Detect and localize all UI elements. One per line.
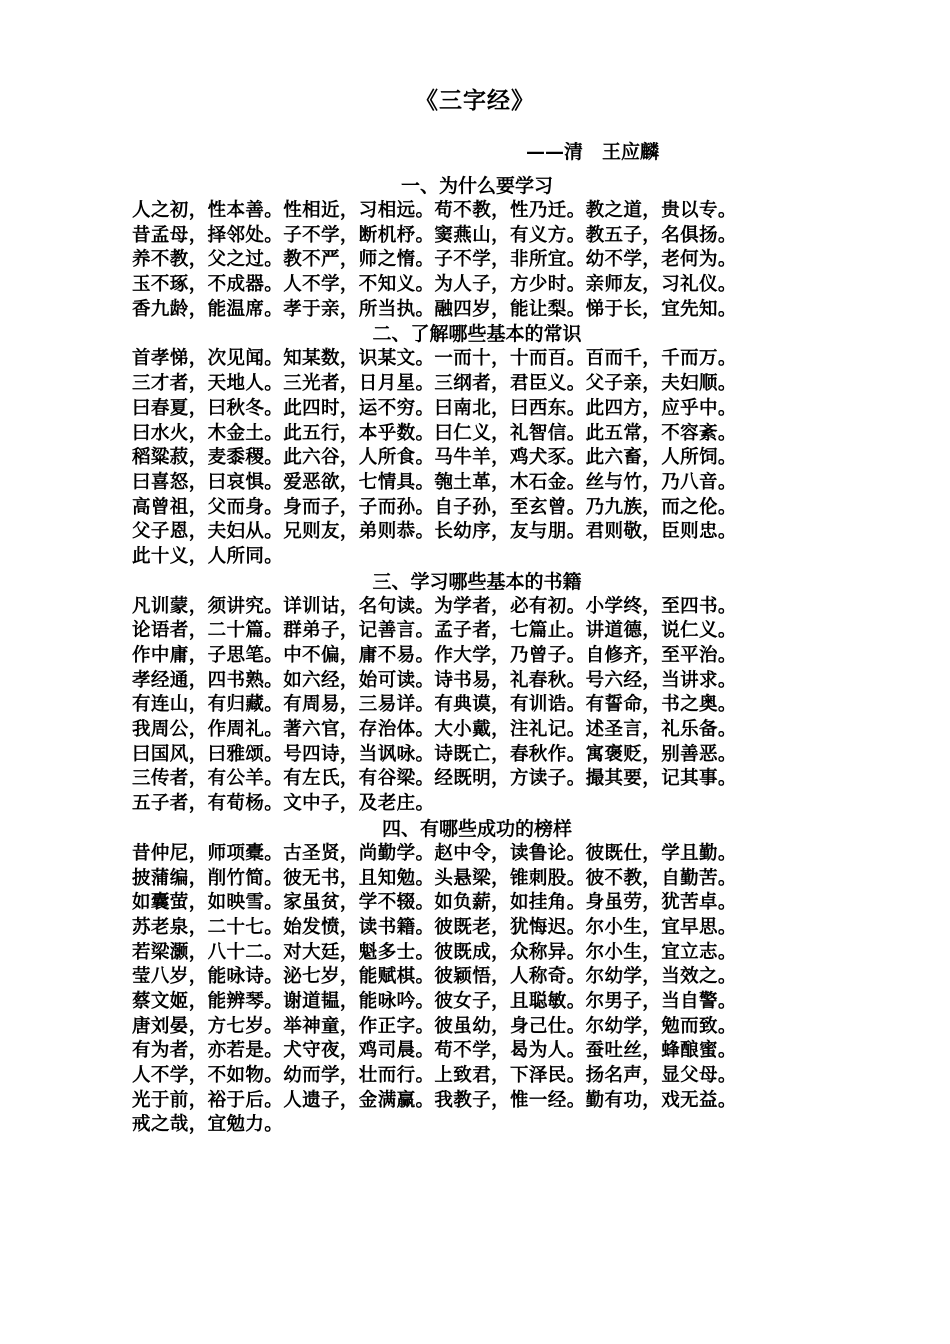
- text-line: 高曾祖，父而身。身而子，子而孙。自子孙，至玄曾。乃九族，而之伦。: [132, 496, 737, 518]
- text-line: 光于前，裕于后。人遗子，金满赢。我教子，惟一经。勤有功，戏无益。: [132, 1089, 737, 1111]
- text-line: 孝经通，四书熟。如六经，始可读。诗书易，礼春秋。号六经，当讲求。: [132, 669, 737, 691]
- text-line: 香九龄，能温席。孝于亲，所当执。融四岁，能让梨。悌于长，宜先知。: [132, 298, 737, 320]
- text-line: 人不学，不如物。幼而学，壮而行。上致君，下泽民。扬名声，显父母。: [132, 1065, 737, 1086]
- text-line: 作中庸，子思笔。中不偏，庸不易。作大学，乃曾子。自修齐，至平治。: [132, 645, 737, 666]
- section-heading: 二、了解哪些基本的常识: [372, 323, 582, 346]
- text-line: 曰水火，木金土。此五行，本乎数。曰仁义，礼智信。此五常，不容紊。: [132, 422, 737, 444]
- document-body: [132, 174, 822, 1138]
- text-line: 我周公，作周礼。著六官，存治体。大小戴，注礼记。述圣言，礼乐备。: [132, 719, 737, 741]
- text-line: 曰春夏，曰秋冬。此四时，运不穷。曰南北，曰西东。此四方，应乎中。: [132, 397, 737, 419]
- text-line: 首孝悌，次见闻。知某数，识某文。一而十，十而百。百而千，千而万。: [132, 348, 737, 370]
- text-line: 唐刘晏，方七岁。举神童，作正字。彼虽幼，身己仕。尔幼学，勉而致。: [132, 1015, 737, 1037]
- text-line: 曰国风，曰雅颂。号四诗，当讽咏。诗既亡，春秋作。寓褒贬，别善恶。: [132, 743, 737, 765]
- section-heading: 一、为什么要学习: [400, 175, 553, 197]
- text-line: 父子恩，夫妇从。兄则友，弟则恭。长幼序，友与朋。君则敬，臣则忠。: [132, 521, 737, 543]
- section: [132, 817, 822, 1138]
- text-line: 玉不琢，不成器。人不学，不知义。为人子，方少时。亲师友，习礼仪。: [132, 274, 737, 296]
- text-line: 莹八岁，能咏诗。泌七岁，能赋棋。彼颖悟，人称奇。尔幼学，当效之。: [132, 966, 737, 988]
- text-line: 戒之哉，宜勉力。: [132, 1114, 284, 1136]
- text-line: 曰喜怒，曰哀惧。爱恶欲，七情具。匏土革，木石金。丝与竹，乃八音。: [132, 471, 737, 493]
- text-line: 苏老泉，二十七。始发愤，读书籍。彼既老，犹悔迟。尔小生，宜早思。: [132, 916, 737, 938]
- document-author: ——清 王应麟: [526, 141, 660, 163]
- text-line: 昔仲尼，师项橐。古圣贤，尚勤学。赵中令，读鲁论。彼既仕，学且勤。: [132, 842, 737, 864]
- text-line: 五子者，有荀杨。文中子，及老庄。: [132, 793, 435, 815]
- text-line: 论语者，二十篇。群弟子，记善言。孟子者，七篇止。讲道德，说仁义。: [132, 620, 737, 642]
- section: [132, 174, 822, 322]
- text-line: 此十义，人所同。: [132, 545, 284, 567]
- section: [132, 570, 822, 817]
- text-line: 有为者，亦若是。犬守夜，鸡司晨。苟不学，曷为人。蚕吐丝，蜂酿蜜。: [132, 1040, 737, 1062]
- text-line: 三才者，天地人。三光者，日月星。三纲者，君臣义。父子亲，夫妇顺。: [132, 373, 737, 395]
- text-line: 若梁灏，八十二。对大廷，魁多士。彼既成，众称异。尔小生，宜立志。: [132, 941, 737, 963]
- text-line: 披蒲编，削竹简。彼无书，且知勉。头悬梁，锥刺股。彼不教，自勤苦。: [132, 867, 737, 889]
- text-line: 养不教，父之过。教不严，师之惰。子不学，非所宜。幼不学，老何为。: [132, 249, 737, 271]
- section: [132, 322, 822, 569]
- text-line: 蔡文姬，能辨琴。谢道韫，能咏吟。彼女子，且聪敏。尔男子，当自警。: [132, 990, 737, 1012]
- text-line: 人之初，性本善。性相近，习相远。苟不教，性乃迁。教之道，贵以专。: [132, 200, 737, 221]
- text-line: 如囊萤，如映雪。家虽贫，学不辍。如负薪，如挂角。身虽劳，犹苦卓。: [132, 892, 737, 914]
- section-heading: 三、学习哪些基本的书籍: [372, 570, 582, 593]
- document-title: 《三字经》: [415, 87, 535, 114]
- text-line: 有连山，有归藏。有周易，三易详。有典谟，有训诰。有誓命，书之奥。: [132, 694, 737, 716]
- text-line: 三传者，有公羊。有左氏，有谷梁。经既明，方读子。撮其要，记其事。: [132, 768, 737, 790]
- section-heading: 四、有哪些成功的榜样: [381, 817, 572, 840]
- text-line: 凡训蒙，须讲究。详训诂，名句读。为学者，必有初。小学终，至四书。: [132, 595, 737, 617]
- text-line: 昔孟母，择邻处。子不学，断机杼。窦燕山，有义方。教五子，名俱扬。: [132, 224, 737, 246]
- text-line: 稻粱菽，麦黍稷。此六谷，人所食。马牛羊，鸡犬豕。此六畜，人所饲。: [132, 447, 737, 469]
